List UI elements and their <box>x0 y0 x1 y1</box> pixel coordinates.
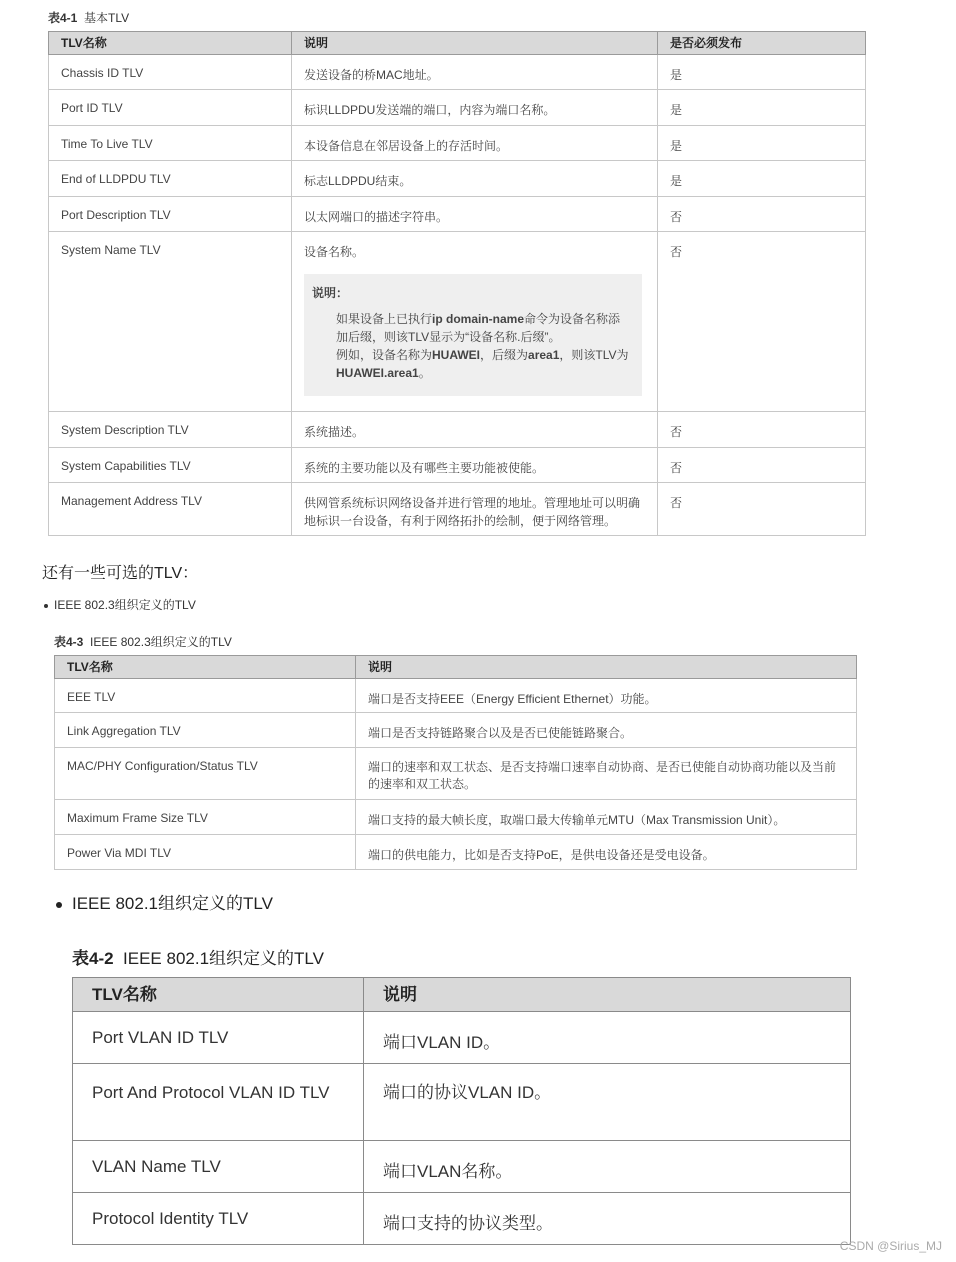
table-row <box>55 679 857 713</box>
table-row <box>55 800 857 835</box>
ieee8021-tlv-table <box>72 977 851 1245</box>
intro-text: 还有一些可选的TLV： <box>42 565 199 582</box>
csdn-watermark: CSDN @Sirius_MJ <box>839 1239 942 1253</box>
tlv-required: 否 <box>658 197 866 232</box>
tlv-desc: 发送设备的桥MAC地址。 <box>292 55 658 90</box>
tlv-desc: 端口支持的最大帧长度，取端口最大传输单元MTU（Max Transmission Unit）。 <box>356 800 857 835</box>
table-row <box>73 1193 851 1245</box>
table-header-row <box>73 978 851 1012</box>
table-row <box>55 835 857 870</box>
table3-caption-text: IEEE 802.3组织定义的TLV <box>90 635 232 649</box>
table-row <box>73 1012 851 1064</box>
table-row <box>49 55 866 90</box>
table-row <box>73 1141 851 1193</box>
table3-caption <box>54 633 232 650</box>
table1-caption <box>48 9 129 26</box>
tlv-required: 否 <box>658 232 866 412</box>
note-text: 例如，设备名称为 <box>336 348 433 362</box>
bullet-text: IEEE 802.3组织定义的TLV <box>54 598 196 612</box>
note-text: 如果设备上已执行 <box>336 312 433 326</box>
note-result: HUAWEI.area1 <box>336 366 419 380</box>
note-title: 说明： <box>312 286 349 300</box>
table-row <box>49 483 866 536</box>
table2-caption-number: 表4-2 <box>72 949 114 968</box>
tlv-name: Management Address TLV <box>49 483 292 536</box>
table2-caption <box>72 944 324 969</box>
table-header-row <box>49 32 866 55</box>
table-row <box>49 412 866 448</box>
table-row <box>55 748 857 800</box>
tlv-desc: 端口的速率和双工状态、是否支持端口速率自动协商、是否已使能自动协商功能以及当前的速率和双工状态。 <box>356 748 857 800</box>
tlv-name: Time To Live TLV <box>49 126 292 161</box>
tlv-desc: 端口是否支持EEE（Energy Efficient Ethernet）功能。 <box>356 679 857 713</box>
tlv-name: Link Aggregation TLV <box>55 713 356 748</box>
note-suffix: area1 <box>528 348 560 362</box>
tlv-name: End of LLDPDU TLV <box>49 161 292 197</box>
bullet-ieee8023 <box>44 596 196 613</box>
tlv-required: 是 <box>658 161 866 197</box>
table1-caption-text: 基本TLV <box>84 11 130 25</box>
tlv-required: 是 <box>658 126 866 161</box>
tlv-name: Port ID TLV <box>49 90 292 126</box>
note-command: ip domain-name <box>432 312 525 326</box>
table-row <box>55 713 857 748</box>
tlv-required: 否 <box>658 448 866 483</box>
table-row <box>49 448 866 483</box>
tlv-name: Power Via MDI TLV <box>55 835 356 870</box>
table-row <box>49 232 866 412</box>
bullet-ieee8021 <box>56 889 273 914</box>
note-box <box>304 274 642 396</box>
table-row <box>49 126 866 161</box>
tlv-name: System Name TLV <box>49 232 292 412</box>
tlv-desc: 端口支持的协议类型。 <box>364 1193 851 1245</box>
bullet-dot-icon <box>56 902 62 908</box>
col-header-description: 说明 <box>356 656 857 679</box>
tlv-name: Port Description TLV <box>49 197 292 232</box>
tlv-desc: 端口VLAN ID。 <box>364 1012 851 1064</box>
tlv-name: VLAN Name TLV <box>73 1141 364 1193</box>
table3-caption-number: 表4-3 <box>54 635 84 649</box>
tlv-required: 否 <box>658 483 866 536</box>
note-text: 。 <box>418 366 431 380</box>
col-header-description: 说明 <box>364 978 851 1012</box>
note-text: 命令为设备名称添加后缀，则该TLV显示为“设备名称.后缀”。 <box>336 312 621 344</box>
table1-caption-number: 表4-1 <box>48 11 78 25</box>
tlv-name: Protocol Identity TLV <box>73 1193 364 1245</box>
basic-tlv-table <box>48 31 866 536</box>
ieee8023-tlv-table <box>54 655 857 870</box>
table-row <box>49 90 866 126</box>
tlv-name: System Capabilities TLV <box>49 448 292 483</box>
note-body <box>312 310 632 382</box>
tlv-required: 是 <box>658 55 866 90</box>
col-header-tlv-name: TLV名称 <box>73 978 364 1012</box>
bullet-text: IEEE 802.1组织定义的TLV <box>72 894 273 913</box>
tlv-name: Port VLAN ID TLV <box>73 1012 364 1064</box>
table-header-row <box>55 656 857 679</box>
note-device-name: HUAWEI <box>432 348 481 362</box>
tlv-name: Port And Protocol VLAN ID TLV <box>73 1064 364 1141</box>
note-text: ，则该TLV为 <box>559 348 629 362</box>
tlv-desc: 端口VLAN名称。 <box>364 1141 851 1193</box>
tlv-name: System Description TLV <box>49 412 292 448</box>
tlv-name: EEE TLV <box>55 679 356 713</box>
tlv-desc: 端口的协议VLAN ID。 <box>364 1064 851 1141</box>
tlv-name: Maximum Frame Size TLV <box>55 800 356 835</box>
tlv-desc-cell <box>292 232 658 412</box>
tlv-required: 否 <box>658 412 866 448</box>
tlv-desc: 设备名称。 <box>304 245 365 259</box>
tlv-desc: 端口的供电能力，比如是否支持PoE，是供电设备还是受电设备。 <box>356 835 857 870</box>
bullet-dot-icon <box>44 604 48 608</box>
table-row <box>49 161 866 197</box>
table-row <box>49 197 866 232</box>
tlv-desc: 标识LLDPDU发送端的端口，内容为端口名称。 <box>292 90 658 126</box>
tlv-required: 是 <box>658 90 866 126</box>
col-header-description: 说明 <box>292 32 658 55</box>
col-header-tlv-name: TLV名称 <box>55 656 356 679</box>
tlv-desc: 本设备信息在邻居设备上的存活时间。 <box>292 126 658 161</box>
tlv-desc: 标志LLDPDU结束。 <box>292 161 658 197</box>
tlv-name: MAC/PHY Configuration/Status TLV <box>55 748 356 800</box>
tlv-desc: 系统的主要功能以及有哪些主要功能被使能。 <box>292 448 658 483</box>
table2-caption-text: IEEE 802.1组织定义的TLV <box>123 949 324 968</box>
tlv-desc: 供网管系统标识网络设备并进行管理的地址。管理地址可以明确地标识一台设备，有利于网络拓扑的绘制，便于网络管理。 <box>292 483 658 536</box>
note-text: ，后缀为 <box>480 348 529 362</box>
col-header-tlv-name: TLV名称 <box>49 32 292 55</box>
col-header-required: 是否必须发布 <box>658 32 866 55</box>
tlv-desc: 系统描述。 <box>292 412 658 448</box>
table-row <box>73 1064 851 1141</box>
tlv-name: Chassis ID TLV <box>49 55 292 90</box>
tlv-desc: 以太网端口的描述字符串。 <box>292 197 658 232</box>
tlv-desc: 端口是否支持链路聚合以及是否已使能链路聚合。 <box>356 713 857 748</box>
